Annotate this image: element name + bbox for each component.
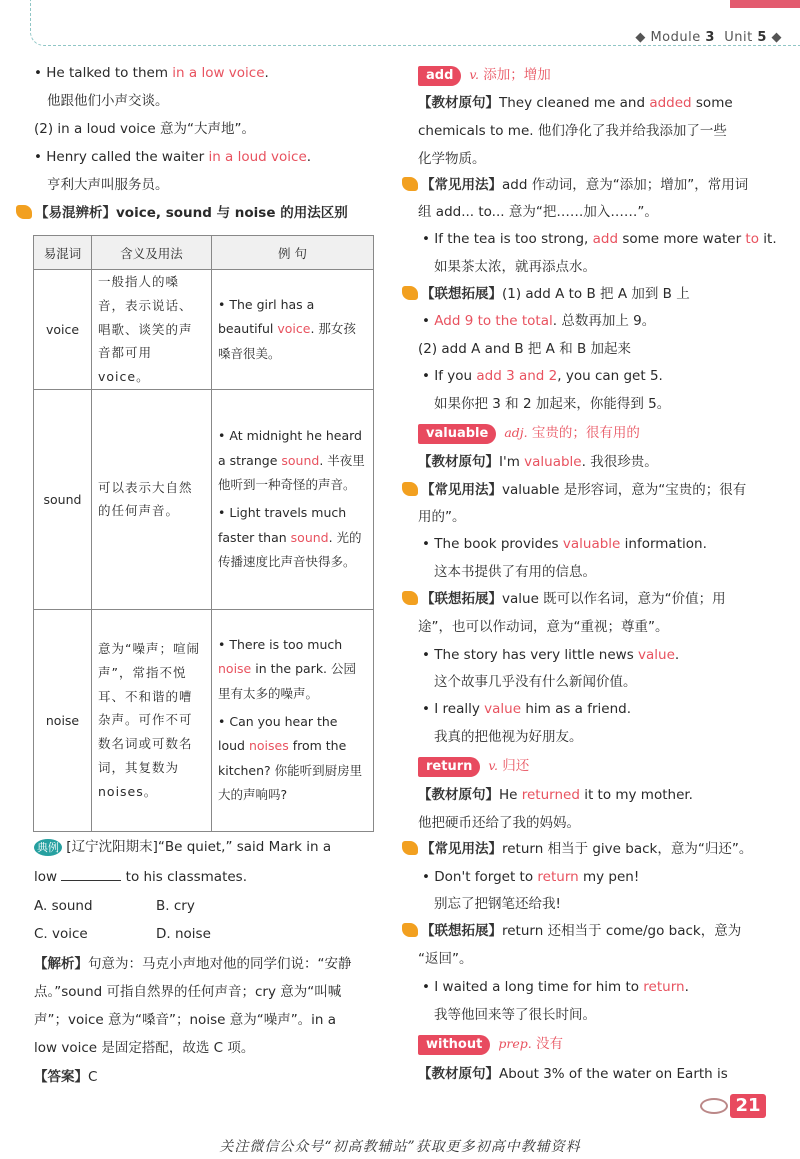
valuable-ext-example1: • The story has very little news value. — [422, 646, 679, 664]
add-example: • If the tea is too strong, add some more water to it. — [422, 230, 777, 248]
table-examples: • There is too much noise in the park. 公园里有太多的噪声。 • Can you hear the loud noises from the kitchen? 你能听到厨房里大的声响吗? — [212, 609, 374, 831]
entry-add: add v. 添加；增加 — [418, 66, 551, 86]
add-extension: 【联想拓展】(1) add A to B 把 A 加到 B 上 — [402, 285, 690, 303]
analysis-line-1: 【解析】句意为：马克小声地对他的同学们说：“安静 — [34, 956, 352, 972]
valuable-ext-example2: • I really value him as a friend. — [422, 700, 631, 718]
table-examples: • The girl has a beautiful voice. 那女孩嗓音很美。 — [212, 270, 374, 390]
analysis-line-3: 声”；voice 意为“嗓音”；noise 意为“噪声”。in a — [34, 1012, 337, 1028]
top-accent-strip — [730, 0, 800, 8]
page-number: 21 — [730, 1094, 766, 1118]
table-word: noise — [34, 609, 92, 831]
add-ext-example1: • Add 9 to the total. 总数再加上 9。 — [422, 312, 655, 330]
add-ext-line2: (2) add A and B 把 A 和 B 加起来 — [418, 341, 632, 357]
return-example: • Don't forget to return my pen! — [422, 868, 639, 886]
return-usage: 【常见用法】return 相当于 give back，意为“归还”。 — [402, 840, 752, 858]
example-tag: 典例 — [34, 839, 62, 856]
item-loud-voice: (2) in a loud voice 意为“大声地”。 — [34, 121, 256, 137]
entry-return: return v. 归还 — [418, 757, 529, 777]
example-low-voice: • He talked to them in a low voice. — [34, 64, 269, 82]
fox-icon — [402, 177, 418, 191]
return-original-cn: 他把硬币还给了我的妈妈。 — [418, 815, 580, 831]
option-c: C. voice — [34, 926, 88, 942]
answer-blank — [61, 880, 121, 881]
table-header-word: 易混词 — [34, 236, 92, 270]
table-meaning: 一般指人的嗓音，表示说话、唱歌、谈笑的声音都可用 voice。 — [92, 270, 212, 390]
table-examples: • At midnight he heard a strange sound. 半夜里他听到一种奇怪的声音。 • Light travels much faster than sound. 光的传播速度比声音快得多。 — [212, 389, 374, 609]
fox-icon — [402, 286, 418, 300]
add-original: 【教材原句】They cleaned me and added some — [418, 95, 733, 111]
valuable-ext-example1-cn: 这个故事几乎没有什么新闻价值。 — [434, 674, 637, 690]
table-word: sound — [34, 389, 92, 609]
return-ext-line2: “返回”。 — [418, 951, 473, 967]
entry-valuable: valuable adj. 宝贵的；很有用的 — [418, 424, 640, 444]
option-b: B. cry — [156, 898, 195, 914]
exercise-question: 典例 [辽宁沈阳期末]“Be quiet,” said Mark in a — [34, 838, 331, 856]
table-meaning: 意为“噪声；喧闹声”，常指不悦耳、不和谐的嘈杂声。可作不可数名词或可数名词，其复数为 noises。 — [92, 609, 212, 831]
add-ext-example2: • If you add 3 and 2, you can get 5. — [422, 367, 663, 385]
example-loud-voice-cn: 亨利大声叫服务员。 — [47, 177, 169, 193]
add-original-line3: 化学物质。 — [418, 151, 486, 167]
valuable-ext-line2: 途”，也可以作动词，意为“重视；尊重”。 — [418, 619, 669, 635]
fox-icon — [402, 482, 418, 496]
add-usage-line2: 组 add... to... 意为“把……加入……”。 — [418, 204, 658, 220]
valuable-example-cn: 这本书提供了有用的信息。 — [434, 564, 596, 580]
option-a: A. sound — [34, 898, 93, 914]
entry-without: without prep. 没有 — [418, 1035, 563, 1055]
option-d: D. noise — [156, 926, 211, 942]
table-row — [34, 609, 374, 831]
running-header: ◆ Module 3 Unit 5 ◆ — [635, 30, 782, 45]
table-header-example: 例 句 — [212, 236, 374, 270]
answer: 【答案】C — [34, 1069, 98, 1085]
add-example-cn: 如果茶太浓，就再添点水。 — [434, 259, 596, 275]
table-header-meaning: 含义及用法 — [92, 236, 212, 270]
fox-icon — [402, 923, 418, 937]
decorative-swirl-icon — [700, 1098, 728, 1114]
page-number-badge — [700, 1094, 800, 1124]
table-row — [34, 270, 374, 390]
valuable-original: 【教材原句】I'm valuable. 我很珍贵。 — [418, 454, 658, 470]
table-row — [34, 389, 374, 609]
add-original-line2: chemicals to me. 他们净化了我并给我添加了一些 — [418, 123, 727, 139]
comparison-table — [33, 235, 374, 832]
confusion-heading: 【易混辨析】voice, sound 与 noise 的用法区别 — [16, 204, 348, 222]
analysis-line-2: 点。”sound 可指自然界的任何声音；cry 意为“叫喊 — [34, 984, 342, 1000]
return-ext-example: • I waited a long time for him to return. — [422, 978, 689, 996]
return-original: 【教材原句】He returned it to my mother. — [418, 787, 693, 803]
exercise-question-line2: low to his classmates. — [34, 869, 247, 885]
valuable-extension: 【联想拓展】value 既可以作名词，意为“价值；用 — [402, 590, 726, 608]
return-ext-example-cn: 我等他回来等了很长时间。 — [434, 1007, 596, 1023]
add-ext-example2-cn: 如果你把 3 和 2 加起来，你能得到 5。 — [434, 396, 671, 412]
valuable-usage-line2: 用的”。 — [418, 509, 466, 525]
return-example-cn: 别忘了把钢笔还给我! — [434, 896, 561, 912]
footer-notice: 关注微信公众号“初高教辅站”获取更多初高中教辅资料 — [219, 1139, 581, 1155]
valuable-example: • The book provides valuable information. — [422, 535, 707, 553]
table-word: voice — [34, 270, 92, 390]
example-low-voice-cn: 他跟他们小声交谈。 — [47, 93, 169, 109]
without-original: 【教材原句】About 3% of the water on Earth is — [418, 1066, 728, 1082]
fox-icon — [16, 205, 32, 219]
fox-icon — [402, 591, 418, 605]
valuable-ext-example2-cn: 我真的把他视为好朋友。 — [434, 729, 583, 745]
table-meaning: 可以表示大自然的任何声音。 — [92, 389, 212, 609]
fox-icon — [402, 841, 418, 855]
example-loud-voice: • Henry called the waiter in a loud voice. — [34, 148, 311, 166]
analysis-line-4: low voice 是固定搭配，故选 C 项。 — [34, 1040, 255, 1056]
valuable-usage: 【常见用法】valuable 是形容词，意为“宝贵的；很有 — [402, 481, 746, 499]
add-usage: 【常见用法】add 作动词，意为“添加；增加”，常用词 — [402, 176, 748, 194]
return-extension: 【联想拓展】return 还相当于 come/go back，意为 — [402, 922, 741, 940]
